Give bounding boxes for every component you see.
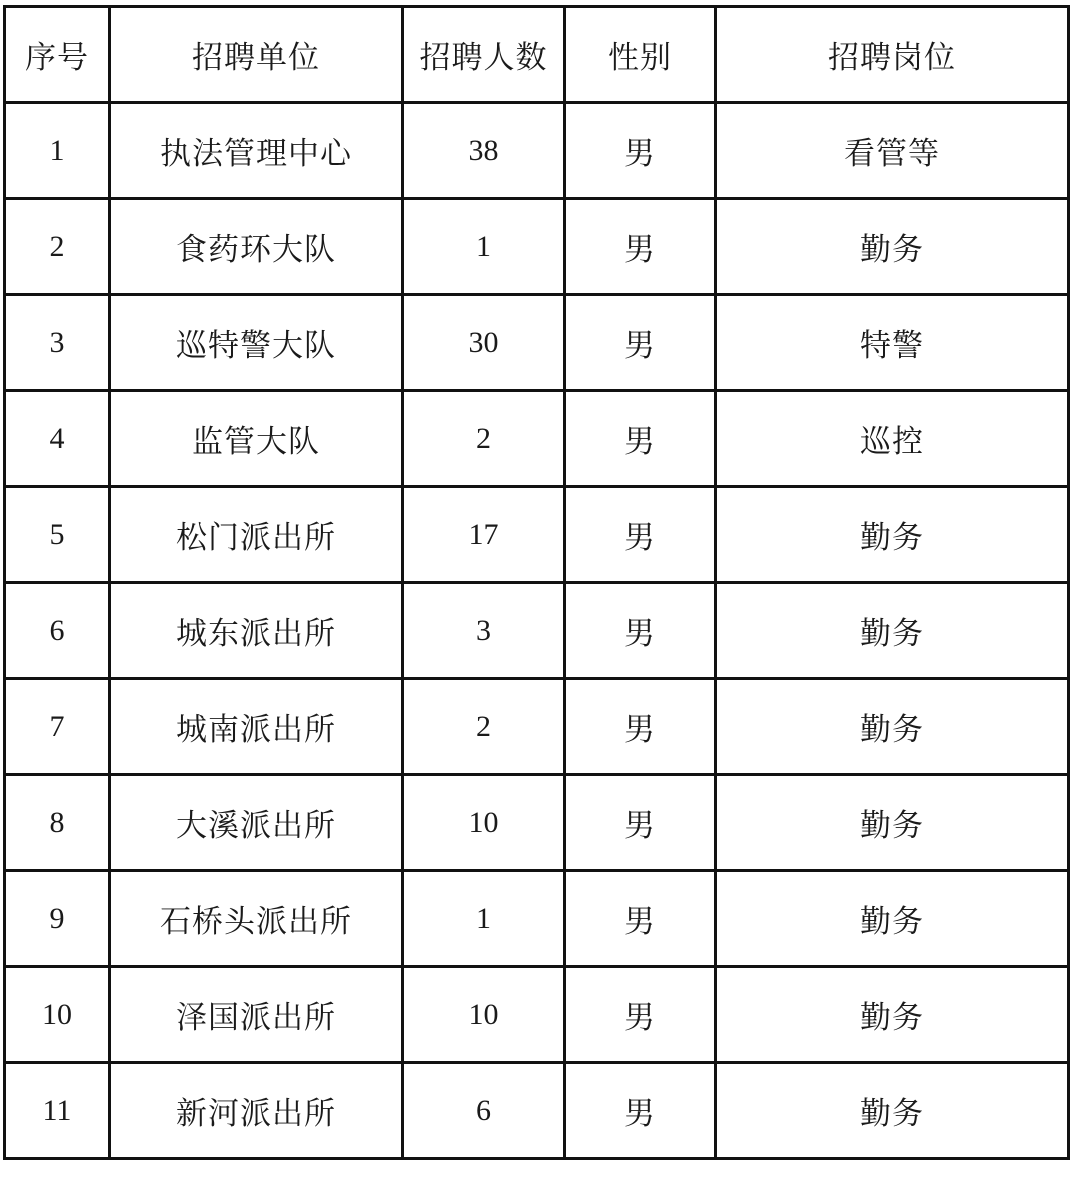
cell-recruiting-unit: 执法管理中心 xyxy=(110,103,403,199)
header-serial-number: 序号 xyxy=(5,7,110,103)
cell-recruiting-unit: 新河派出所 xyxy=(110,1063,403,1159)
cell-position: 勤务 xyxy=(716,775,1069,871)
cell-recruiting-unit: 巡特警大队 xyxy=(110,295,403,391)
cell-recruiting-unit: 城南派出所 xyxy=(110,679,403,775)
cell-gender: 男 xyxy=(565,391,716,487)
table-row xyxy=(5,391,1069,487)
cell-serial-number: 10 xyxy=(5,967,110,1063)
cell-position: 勤务 xyxy=(716,871,1069,967)
cell-serial-number: 5 xyxy=(5,487,110,583)
cell-gender: 男 xyxy=(565,967,716,1063)
table-row xyxy=(5,967,1069,1063)
cell-serial-number: 9 xyxy=(5,871,110,967)
cell-serial-number: 2 xyxy=(5,199,110,295)
cell-recruiting-unit: 石桥头派出所 xyxy=(110,871,403,967)
cell-gender: 男 xyxy=(565,679,716,775)
cell-recruit-count: 2 xyxy=(403,679,565,775)
cell-recruit-count: 30 xyxy=(403,295,565,391)
cell-recruiting-unit: 泽国派出所 xyxy=(110,967,403,1063)
cell-gender: 男 xyxy=(565,871,716,967)
cell-serial-number: 6 xyxy=(5,583,110,679)
cell-serial-number: 8 xyxy=(5,775,110,871)
table-row xyxy=(5,775,1069,871)
cell-recruiting-unit: 城东派出所 xyxy=(110,583,403,679)
table-row xyxy=(5,583,1069,679)
table-row xyxy=(5,679,1069,775)
cell-position: 勤务 xyxy=(716,583,1069,679)
cell-gender: 男 xyxy=(565,487,716,583)
cell-position: 看管等 xyxy=(716,103,1069,199)
cell-serial-number: 3 xyxy=(5,295,110,391)
cell-recruit-count: 38 xyxy=(403,103,565,199)
header-gender: 性别 xyxy=(565,7,716,103)
cell-recruit-count: 10 xyxy=(403,775,565,871)
table-row xyxy=(5,103,1069,199)
cell-serial-number: 1 xyxy=(5,103,110,199)
cell-gender: 男 xyxy=(565,583,716,679)
cell-serial-number: 11 xyxy=(5,1063,110,1159)
cell-position: 勤务 xyxy=(716,967,1069,1063)
cell-recruit-count: 6 xyxy=(403,1063,565,1159)
cell-position: 勤务 xyxy=(716,199,1069,295)
cell-recruiting-unit: 监管大队 xyxy=(110,391,403,487)
cell-gender: 男 xyxy=(565,199,716,295)
cell-gender: 男 xyxy=(565,103,716,199)
cell-position: 勤务 xyxy=(716,679,1069,775)
cell-recruit-count: 3 xyxy=(403,583,565,679)
header-recruiting-unit: 招聘单位 xyxy=(110,7,403,103)
cell-recruit-count: 2 xyxy=(403,391,565,487)
cell-position: 特警 xyxy=(716,295,1069,391)
table-row xyxy=(5,487,1069,583)
cell-position: 巡控 xyxy=(716,391,1069,487)
header-recruit-count: 招聘人数 xyxy=(403,7,565,103)
cell-serial-number: 4 xyxy=(5,391,110,487)
cell-position: 勤务 xyxy=(716,1063,1069,1159)
cell-recruit-count: 1 xyxy=(403,871,565,967)
cell-gender: 男 xyxy=(565,775,716,871)
cell-recruit-count: 10 xyxy=(403,967,565,1063)
table-row xyxy=(5,871,1069,967)
cell-recruiting-unit: 食药环大队 xyxy=(110,199,403,295)
cell-recruiting-unit: 大溪派出所 xyxy=(110,775,403,871)
recruitment-table-container xyxy=(3,5,1070,1160)
table-row xyxy=(5,295,1069,391)
cell-recruit-count: 17 xyxy=(403,487,565,583)
cell-gender: 男 xyxy=(565,295,716,391)
cell-position: 勤务 xyxy=(716,487,1069,583)
table-row xyxy=(5,1063,1069,1159)
cell-recruit-count: 1 xyxy=(403,199,565,295)
recruitment-table xyxy=(3,5,1070,1160)
cell-serial-number: 7 xyxy=(5,679,110,775)
table-row xyxy=(5,199,1069,295)
table-header-row xyxy=(5,7,1069,103)
cell-gender: 男 xyxy=(565,1063,716,1159)
cell-recruiting-unit: 松门派出所 xyxy=(110,487,403,583)
header-position: 招聘岗位 xyxy=(716,7,1069,103)
